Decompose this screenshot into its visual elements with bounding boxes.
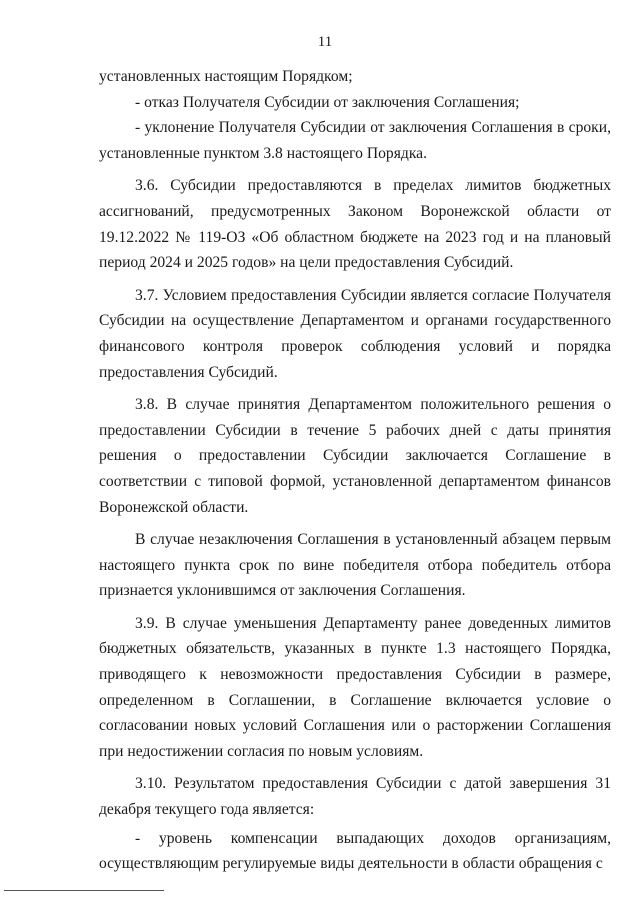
paragraph: В случае незаключения Соглашения в установленный абзацем первым настоящего пункта срок по вине победителя отбора победитель отбора признается уклонившимся от заключения Соглашения. (99, 531, 611, 600)
footnote-separator (4, 890, 164, 891)
list-item: - отказ Получателя Субсидии от заключения Соглашения; (135, 93, 520, 111)
paragraph: 3.7. Условием предоставления Субсидии является согласие Получателя Субсидии на осуществление Департаментом и органами государственного финансового контроля проверок соблюдения условий и порядка предоставления Субсидий. (99, 286, 611, 381)
paragraph: 3.9. В случае уменьшения Департаменту ранее доведенных лимитов бюджетных обязательств, указанных в пункте 1.3 настоящего Порядка, приводящего к невозможности предоставления Субсидии в размере, определенном в Соглашении, в Соглашение включается условие о согласовании новых условий Соглашения или о расторжении Соглашения при недостижении согласия по новым условиям. (99, 614, 611, 760)
list-item: - уровень компенсации выпадающих доходов организациям, осуществляющим регулируемые виды деятельности в области обращения с (99, 829, 611, 873)
paragraph: 3.8. В случае принятия Департаментом положительного решения о предоставлении Субсидии в течение 5 рабочих дней с даты принятия решения о предоставлении Субсидии заключается Соглашение в соответствии с типовой формой, установленной департаментом финансов Воронежской области. (99, 396, 611, 516)
paragraph: 3.6. Субсидии предоставляются в пределах лимитов бюджетных ассигнований, предусмотренных Законом Воронежской области от 19.12.2022 № 119-ОЗ «Об областном бюджете на 2023 год и на плановый период 2024 и 2025 годов» на цели предоставления Субсидий. (99, 177, 611, 272)
document-body (99, 64, 611, 877)
paragraph: установленных настоящим Порядком; (99, 68, 353, 85)
page-number: 11 (317, 34, 333, 50)
paragraph: 3.10. Результатом предоставления Субсидии с датой завершения 31 декабря текущего года является: (99, 775, 611, 819)
list-item: - уклонение Получателя Субсидии от заключения Соглашения в сроки, установленные пунктом 3.8 настоящего Порядка. (99, 119, 611, 162)
